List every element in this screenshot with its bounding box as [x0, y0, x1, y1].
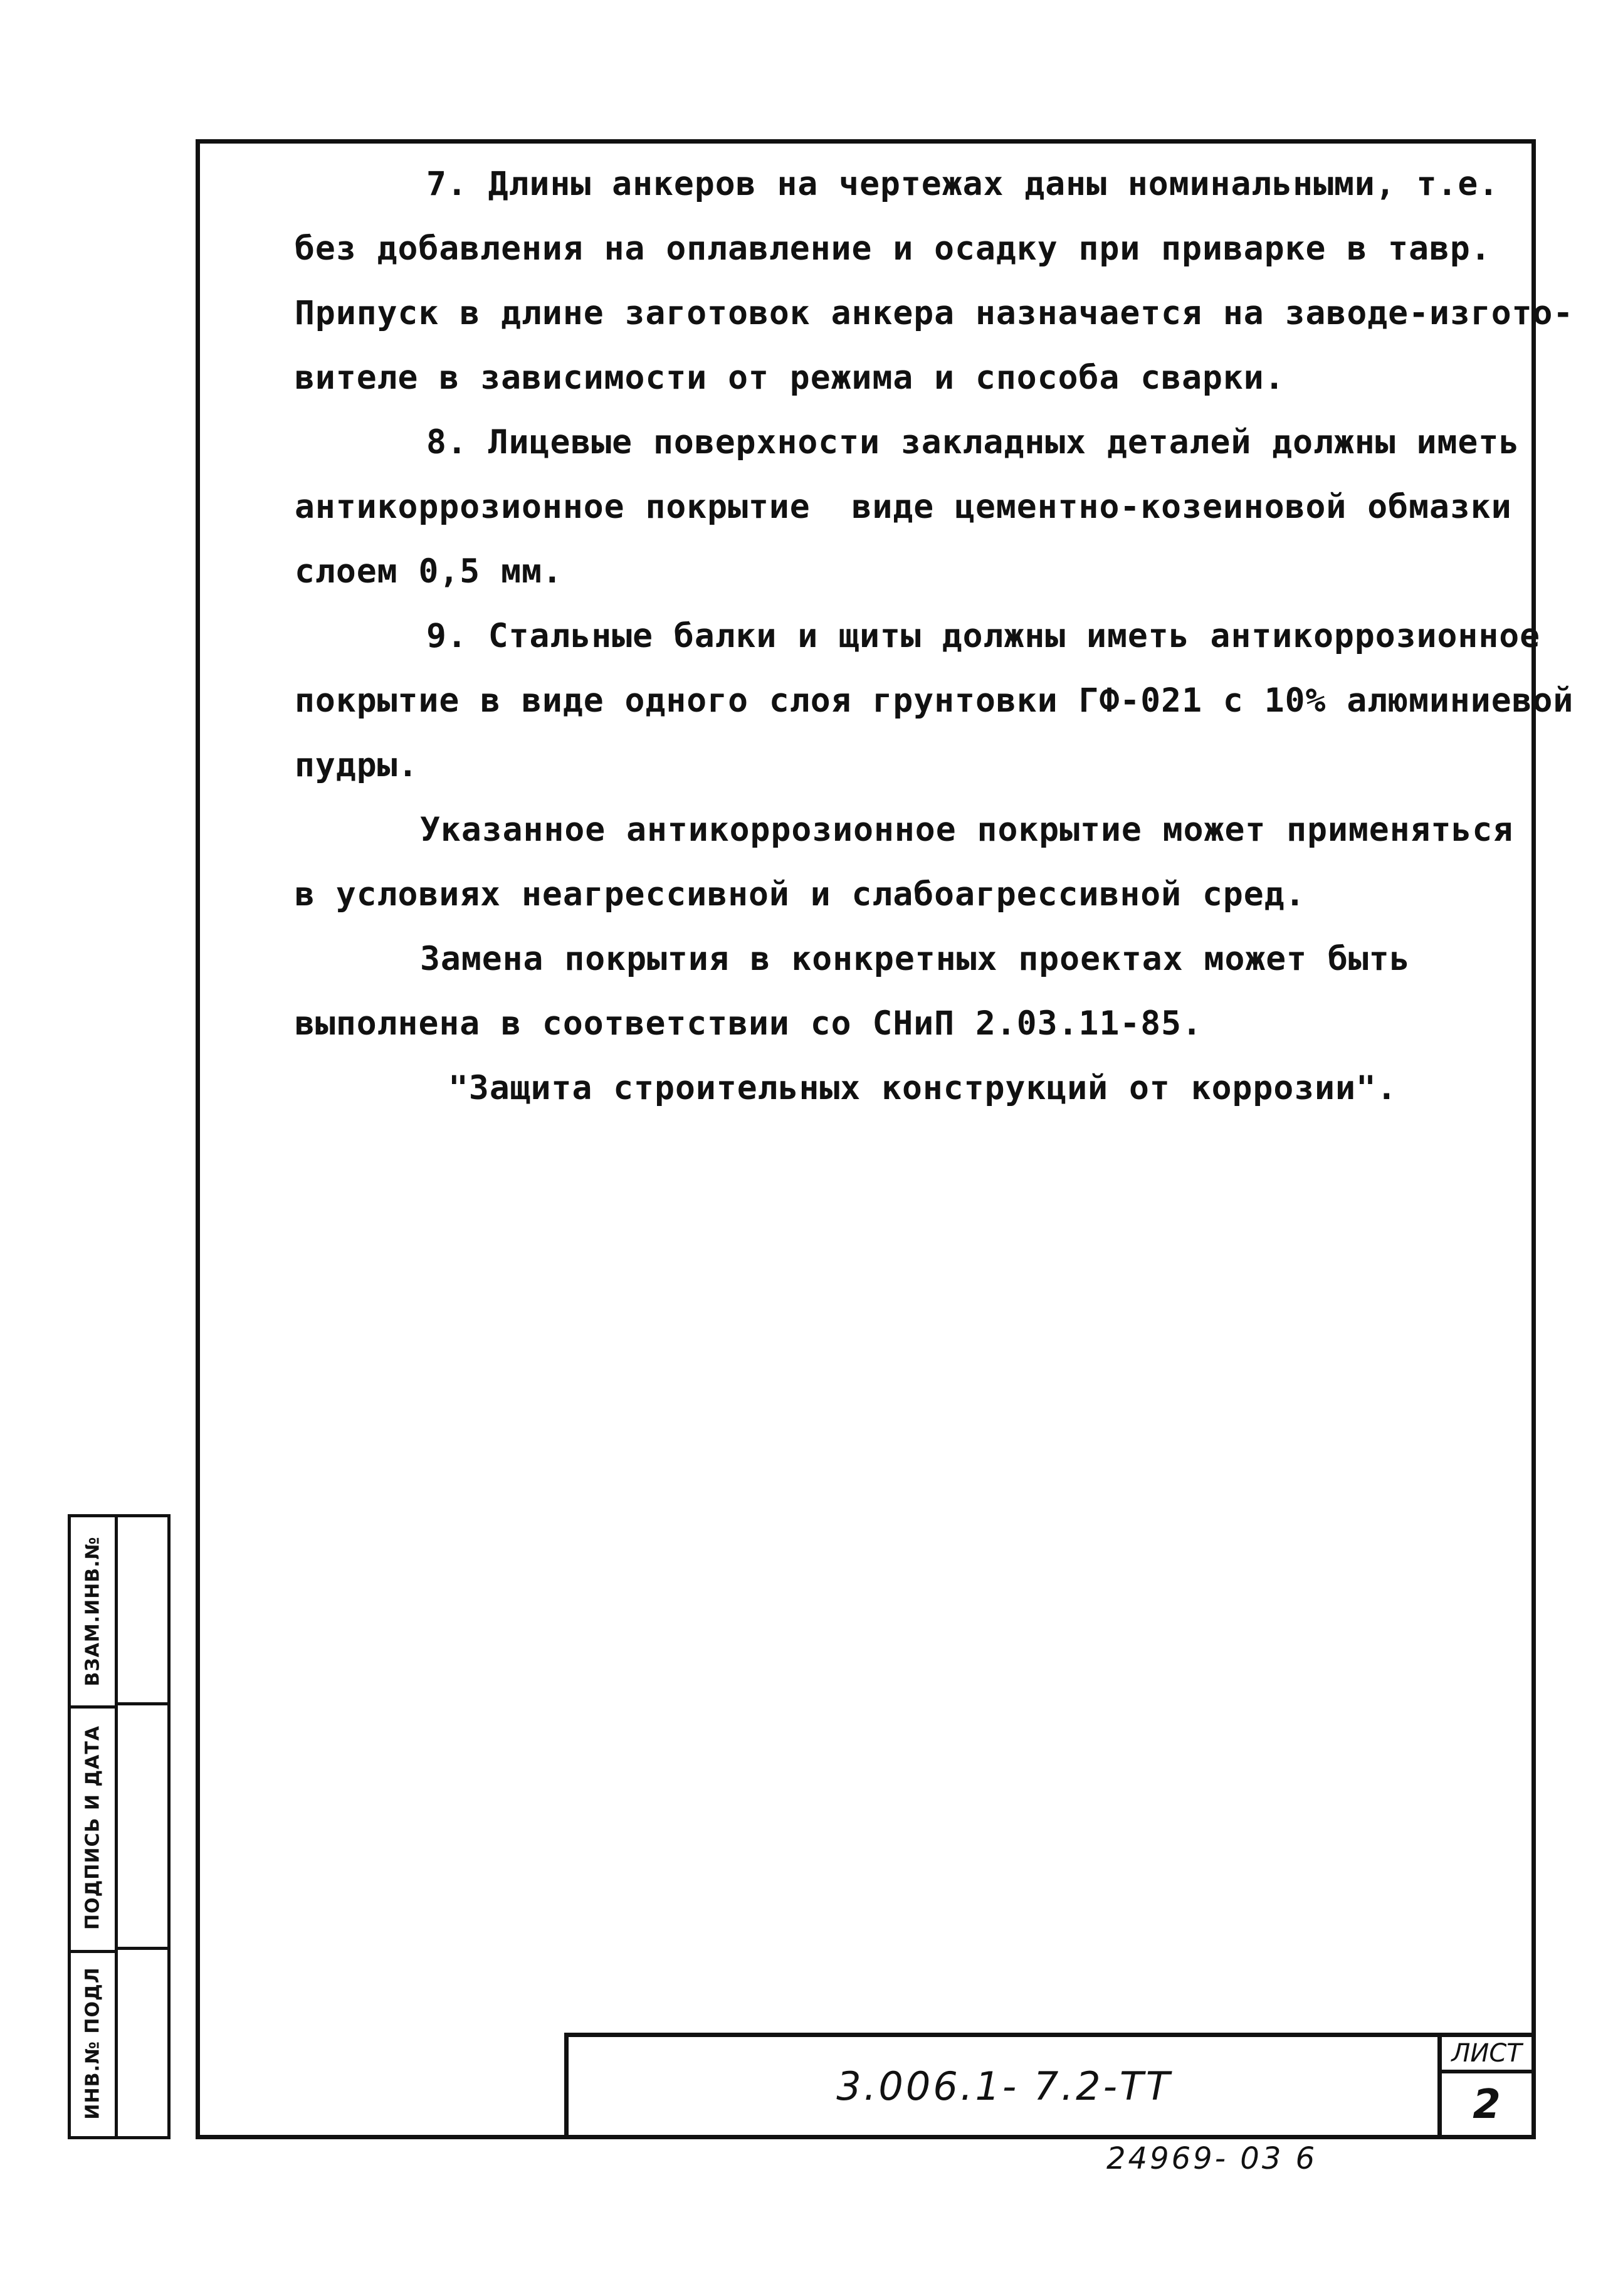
archive-number: 24969- 03 6: [1106, 2141, 1318, 2176]
notes-text: [295, 152, 1574, 1120]
stamp-label-podpis: ПОДПИСЬ И ДАТА: [81, 1725, 104, 1930]
stamp-label-inv: ИНВ.№ ПОДЛ: [81, 1966, 104, 2120]
note-line: 9. Стальные балки и щиты должны иметь антикоррозионное: [426, 617, 1541, 655]
note-line: Замена покрытия в конкретных проектах может быть: [420, 940, 1410, 978]
stamp-cell-podpis: [71, 1705, 115, 1953]
title-block: [564, 2033, 1536, 2139]
sheet-label: ЛИСТ: [1442, 2037, 1531, 2073]
stamp-label-vzam: ВЗАМ.ИНВ.№: [81, 1536, 104, 1687]
note-line: выполнена в соответствии со СНиП 2.03.11-85.: [295, 1004, 1202, 1043]
stamp-cell-inv: [71, 1950, 115, 2136]
note-line: слоем 0,5 мм.: [295, 552, 563, 591]
sheet-box: [1437, 2037, 1531, 2135]
note-line: пудры.: [295, 746, 419, 784]
stamp-divider: [115, 1702, 167, 1705]
sheet-number: 2: [1473, 2082, 1501, 2128]
document-code: 3.006.1- 7.2-ТТ: [836, 2063, 1172, 2109]
note-line: "Защита строительных конструкций от коррозии".: [448, 1069, 1397, 1107]
note-line: 8. Лицевые поверхности закладных деталей должны иметь: [426, 423, 1520, 461]
side-stamp-labels: [71, 1517, 118, 2136]
note-line: 7. Длины анкеров на чертежах даны номинальными, т.е.: [426, 165, 1500, 203]
note-line: в условиях неагрессивной и слабоагрессивной сред.: [295, 875, 1306, 914]
side-stamp: [68, 1514, 171, 2139]
note-line: антикоррозионное покрытие виде цементно-козеиновой обмазки: [295, 488, 1512, 526]
note-line: Припуск в длине заготовок анкера назначается на заводе-изгото-: [295, 294, 1574, 332]
stamp-divider: [115, 1947, 167, 1950]
note-line: вителе в зависимости от режима и способа сварки.: [295, 359, 1285, 397]
stamp-cell-vzam: [71, 1517, 115, 1709]
note-line: Указанное антикоррозионное покрытие может применяться: [420, 811, 1514, 849]
note-line: без добавления на оплавление и осадку при приварке в тавр.: [295, 229, 1491, 268]
note-line: покрытие в виде одного слоя грунтовки ГФ-021 с 10% алюминиевой: [295, 682, 1574, 720]
